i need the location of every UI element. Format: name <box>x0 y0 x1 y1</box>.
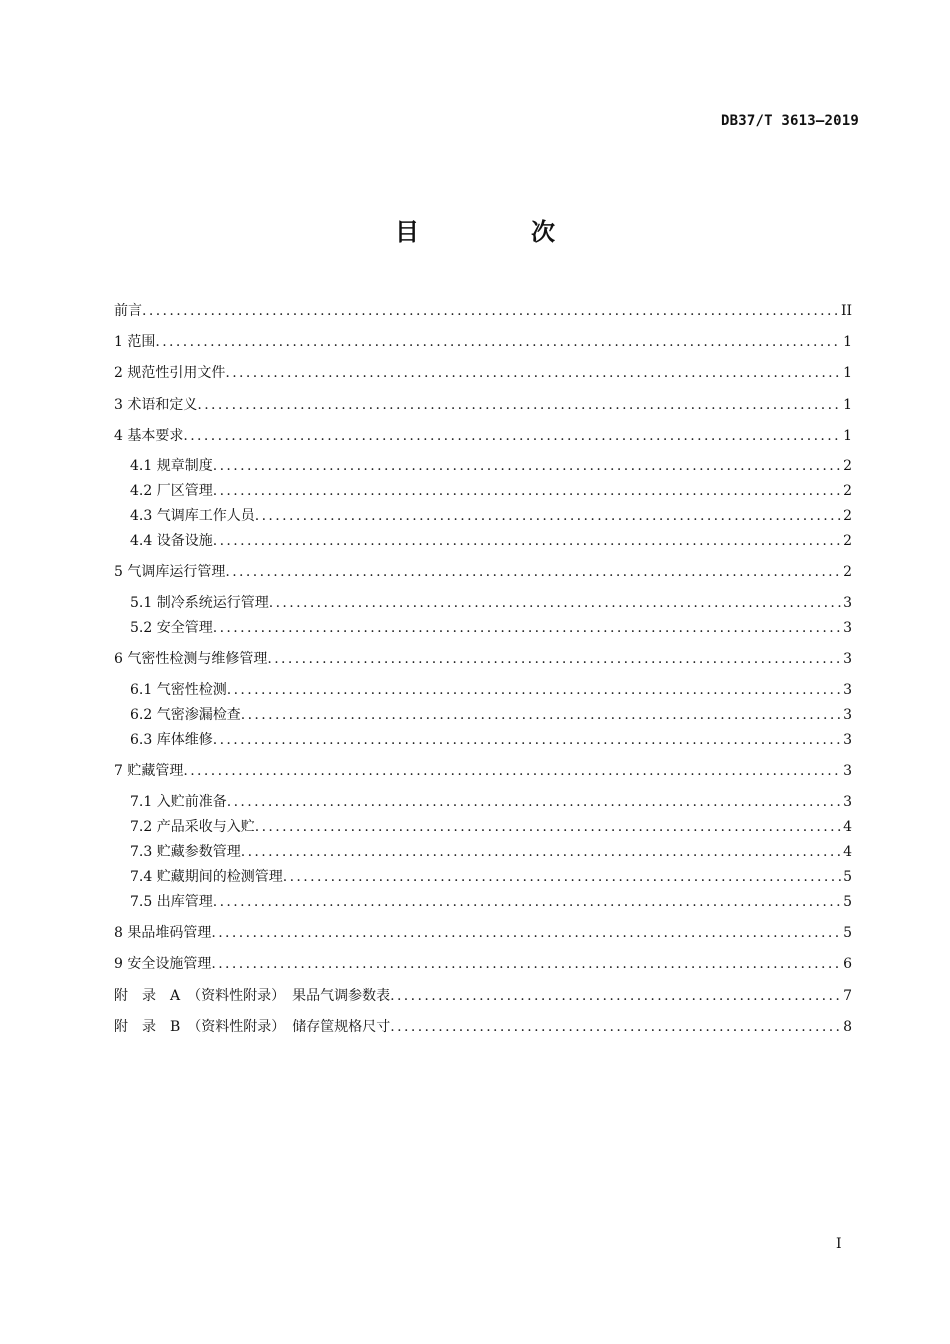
toc-leader-dots <box>213 479 841 503</box>
toc-entry[interactable] <box>114 560 852 584</box>
toc-entry[interactable] <box>130 591 852 615</box>
toc-leader-dots <box>225 560 841 584</box>
toc-entry-label: 4.4 设备设施 <box>130 533 213 549</box>
toc-entry-page: 3 <box>843 732 852 748</box>
toc-entry-page: 3 <box>843 682 852 698</box>
toc-entry-page: 3 <box>843 620 852 636</box>
toc-leader-dots <box>213 728 841 752</box>
toc-leader-dots <box>241 840 841 864</box>
toc-entry-label: 5 气调库运行管理 <box>114 564 226 580</box>
toc-entry-page: 2 <box>843 483 852 499</box>
toc-entry-label: 4.1 规章制度 <box>130 458 213 474</box>
toc-entry[interactable] <box>130 479 852 503</box>
toc-entry[interactable] <box>114 1015 852 1039</box>
toc-title: 目 次 <box>395 218 599 246</box>
toc-entry[interactable] <box>114 921 852 945</box>
toc-entry-page: 4 <box>843 819 852 835</box>
toc-entry[interactable] <box>114 299 852 323</box>
toc-entry-label: 7.2 产品采收与入贮 <box>130 819 255 835</box>
toc-leader-dots <box>269 591 841 615</box>
toc-entry-label: 4.3 气调库工作人员 <box>130 508 255 524</box>
toc-entry[interactable] <box>114 424 852 448</box>
toc-leader-dots <box>225 361 841 385</box>
toc-entry-label: 4 基本要求 <box>114 428 184 444</box>
toc-leader-dots <box>213 890 841 914</box>
toc-entry-page: 2 <box>843 458 852 474</box>
toc-entry-page: II <box>840 303 852 319</box>
toc-entry[interactable] <box>114 393 852 417</box>
toc-entry-page: 6 <box>843 956 852 972</box>
toc-entry-page: 1 <box>843 334 852 350</box>
toc-leader-dots <box>155 330 841 354</box>
toc-entry-label: 前言 <box>114 303 142 319</box>
toc-entry[interactable] <box>114 984 852 1008</box>
page-number: I <box>836 1236 842 1252</box>
toc-entry[interactable] <box>130 703 852 727</box>
toc-entry-label: 7.3 贮藏参数管理 <box>130 844 241 860</box>
toc-leader-dots <box>255 504 841 528</box>
toc-entry-label: 7 贮藏管理 <box>114 763 184 779</box>
toc-leader-dots <box>241 703 841 727</box>
toc-entry[interactable] <box>130 616 852 640</box>
toc-leader-dots <box>213 529 841 553</box>
toc-entry-page: 3 <box>843 595 852 611</box>
toc-entry-label: 8 果品堆码管理 <box>114 925 212 941</box>
toc-entry[interactable] <box>130 815 852 839</box>
toc-entry-label: 5.2 安全管理 <box>130 620 213 636</box>
toc-entry-label: 7.1 入贮前准备 <box>130 794 227 810</box>
toc-entry-label: 9 安全设施管理 <box>114 956 212 972</box>
toc-entry-page: 1 <box>843 397 852 413</box>
toc-entry[interactable] <box>130 890 852 914</box>
toc-entry[interactable] <box>130 678 852 702</box>
toc-entry-page: 8 <box>843 1019 852 1035</box>
toc-leader-dots <box>227 790 841 814</box>
toc-entry-label: 1 范围 <box>114 334 156 350</box>
toc-entry-label: 7.5 出库管理 <box>130 894 213 910</box>
toc-entry-page: 3 <box>843 707 852 723</box>
toc-leader-dots <box>283 865 841 889</box>
toc-entry-page: 3 <box>843 763 852 779</box>
toc-entry-page: 2 <box>843 564 852 580</box>
toc-entry-label: 5.1 制冷系统运行管理 <box>130 595 269 611</box>
toc-leader-dots <box>213 454 841 478</box>
toc-leader-dots <box>213 616 841 640</box>
toc-entry-label: 6 气密性检测与维修管理 <box>114 651 268 667</box>
document-code: DB37/T 3613—2019 <box>720 113 859 129</box>
toc-entry-label: 3 术语和定义 <box>114 397 198 413</box>
toc-entry-label: 附 录 B （资料性附录） 储存筐规格尺寸 <box>114 1019 391 1035</box>
toc-entry[interactable] <box>114 647 852 671</box>
toc-entry-label: 2 规范性引用文件 <box>114 365 226 381</box>
toc-entry[interactable] <box>114 361 852 385</box>
toc-entry-page: 2 <box>843 508 852 524</box>
toc-leader-dots <box>142 299 839 323</box>
toc-leader-dots <box>267 647 841 671</box>
toc-entry[interactable] <box>114 759 852 783</box>
toc-leader-dots <box>183 759 841 783</box>
toc-entry-page: 7 <box>843 988 852 1004</box>
toc-entry-page: 1 <box>843 365 852 381</box>
toc-leader-dots <box>390 984 841 1008</box>
toc-entry[interactable] <box>130 504 852 528</box>
toc-entry[interactable] <box>114 330 852 354</box>
toc-entry[interactable] <box>130 529 852 553</box>
toc-entry-page: 3 <box>843 651 852 667</box>
toc-leader-dots <box>211 921 841 945</box>
toc-entry-label: 附 录 A （资料性附录） 果品气调参数表 <box>114 988 391 1004</box>
toc-entry-page: 2 <box>843 533 852 549</box>
toc-leader-dots <box>390 1015 841 1039</box>
toc-entry-page: 3 <box>843 794 852 810</box>
toc-entry[interactable] <box>114 952 852 976</box>
toc-entry-label: 4.2 厂区管理 <box>130 483 213 499</box>
toc-entry[interactable] <box>130 728 852 752</box>
toc-entry-page: 4 <box>843 844 852 860</box>
toc-entry-page: 5 <box>843 894 852 910</box>
toc-entry[interactable] <box>130 840 852 864</box>
toc-leader-dots <box>197 393 841 417</box>
toc-entry-label: 7.4 贮藏期间的检测管理 <box>130 869 283 885</box>
toc-leader-dots <box>211 952 841 976</box>
toc-entry-page: 1 <box>843 428 852 444</box>
toc-entry-label: 6.3 库体维修 <box>130 732 213 748</box>
toc-entry-label: 6.1 气密性检测 <box>130 682 227 698</box>
toc-entry-page: 5 <box>843 869 852 885</box>
toc-leader-dots <box>227 678 841 702</box>
toc-entry[interactable] <box>130 454 852 478</box>
toc-entry[interactable] <box>130 790 852 814</box>
toc-leader-dots <box>255 815 841 839</box>
toc-entry[interactable] <box>130 865 852 889</box>
toc-entry-label: 6.2 气密渗漏检查 <box>130 707 241 723</box>
toc-entry-page: 5 <box>843 925 852 941</box>
toc-leader-dots <box>183 424 841 448</box>
